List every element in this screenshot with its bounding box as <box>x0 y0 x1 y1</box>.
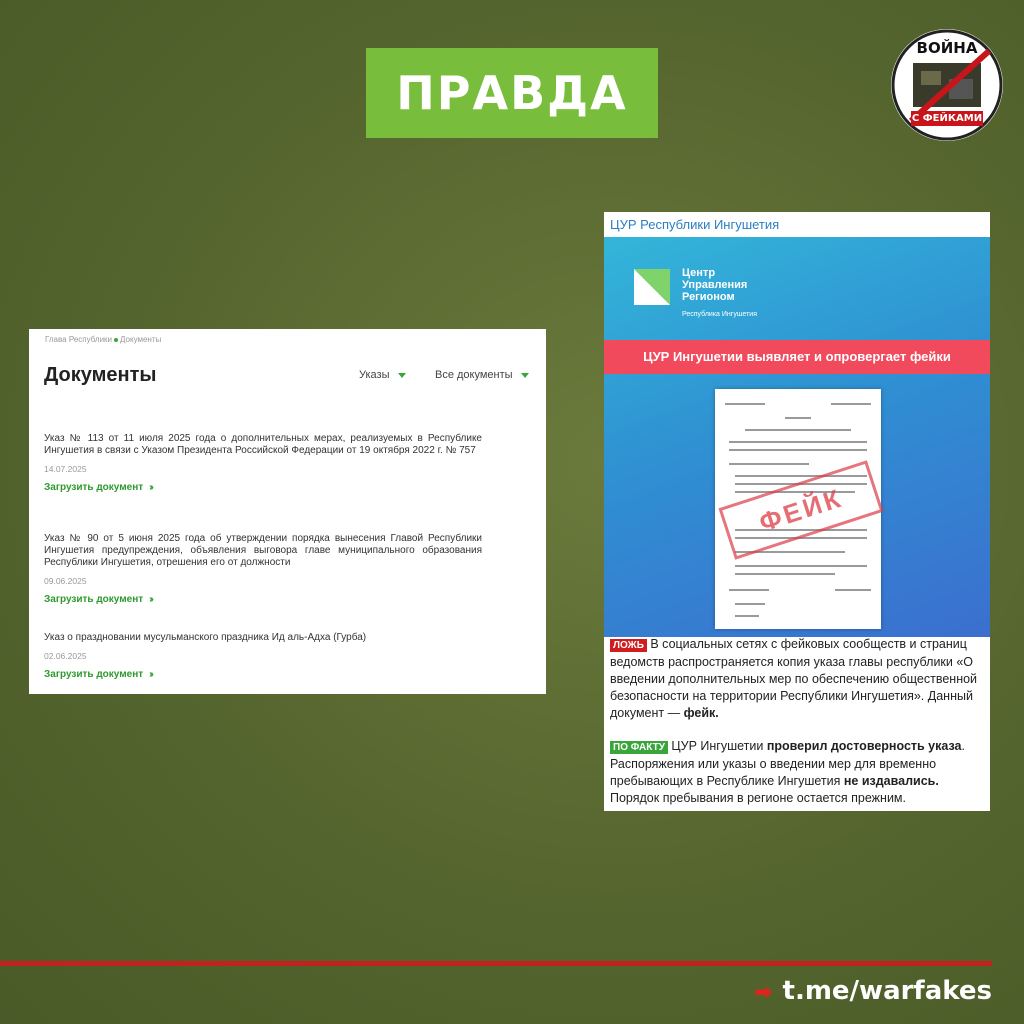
fact-bold: не издавались. <box>843 774 939 788</box>
post-text <box>610 636 986 823</box>
download-button[interactable]: Загрузить документ ›› <box>44 669 152 680</box>
fact-text: Порядок пребывания в регионе остается прежним. <box>610 791 906 805</box>
document-title[interactable]: Указ № 90 от 5 июня 2025 года об утверждении порядка вынесения Главой Республики Ингушетия предупреждения, объявления выговора главе муниципального образования Республики Ингушетия, отрешения его от должности <box>44 533 482 568</box>
post-image <box>604 237 990 637</box>
filter-decrees[interactable]: Указы <box>359 369 406 381</box>
war-with-fakes-logo <box>891 29 1003 141</box>
cur-name: Центр Управления Регионом <box>682 267 748 303</box>
chevron-down-icon <box>398 373 406 378</box>
double-chevron-icon: ›› <box>149 594 152 605</box>
fact-tag: ПО ФАКТУ <box>610 741 668 754</box>
image-banner: ЦУР Ингушетии выявляет и опровергает фейки <box>604 340 990 374</box>
decree-document-image <box>715 389 881 629</box>
document-date: 09.06.2025 <box>44 576 87 586</box>
fact-text: ЦУР Ингушетии <box>667 739 767 753</box>
lie-text: В социальных сетях с фейковых сообществ и страниц ведомств распространяется копия указа главы республики «О введении дополнительных мер по обеспечению общественной безопасности на территории Республики Ингушетия». Данный документ — <box>610 637 978 720</box>
list-item <box>44 533 482 605</box>
documents-card <box>29 329 546 694</box>
chevron-down-icon <box>521 373 529 378</box>
double-chevron-icon: ›› <box>149 669 152 680</box>
lie-bold: фейк. <box>683 706 719 720</box>
pravda-badge: ПРАВДА <box>366 48 658 138</box>
fact-bold: проверил достоверность указа <box>766 739 962 753</box>
list-item <box>44 632 482 680</box>
page-title: Документы <box>44 364 157 386</box>
document-title[interactable]: Указ № 113 от 11 июля 2025 года о дополнительных мерах, реализуемых в Республике Ингушетия в связи с Указом Президента Российской Федерации от 19 октября 2022 г. № 757 <box>44 433 482 456</box>
logo-title: ВОЙНА <box>916 39 978 57</box>
document-date: 02.06.2025 <box>44 651 87 661</box>
download-button[interactable]: Загрузить документ ›› <box>44 482 152 493</box>
list-item <box>44 433 482 493</box>
fact-text: . Распоряжения или указы о введении мер для временно пребывающих в Республике Ингушетия <box>610 739 965 788</box>
document-date: 14.07.2025 <box>44 464 87 474</box>
double-chevron-icon: ›› <box>149 482 152 493</box>
fact-check-post <box>604 212 990 811</box>
post-channel-name[interactable]: ЦУР Республики Ингушетия <box>604 212 990 237</box>
download-button[interactable]: Загрузить документ ›› <box>44 594 152 605</box>
channel-link[interactable]: ➡ t.me/warfakes <box>754 976 992 1006</box>
logo-subtitle: С ФЕЙКАМИ <box>911 113 983 124</box>
breadcrumb <box>45 335 161 344</box>
divider <box>0 961 992 966</box>
filter-all-documents[interactable]: Все документы <box>435 369 529 381</box>
fake-stamp: ФЕЙК <box>718 460 883 560</box>
cur-logo-icon <box>630 265 674 309</box>
arrow-right-icon: ➡ <box>754 980 773 1005</box>
breadcrumb-item[interactable]: Документы <box>120 335 162 344</box>
breadcrumb-item[interactable]: Глава Республики <box>45 335 113 344</box>
cur-region: Республика Ингушетия <box>682 311 758 318</box>
lie-tag: ЛОЖЬ <box>610 639 647 652</box>
document-title[interactable]: Указ о праздновании мусульманского праздника Ид аль-Адха (Гурба) <box>44 632 367 643</box>
